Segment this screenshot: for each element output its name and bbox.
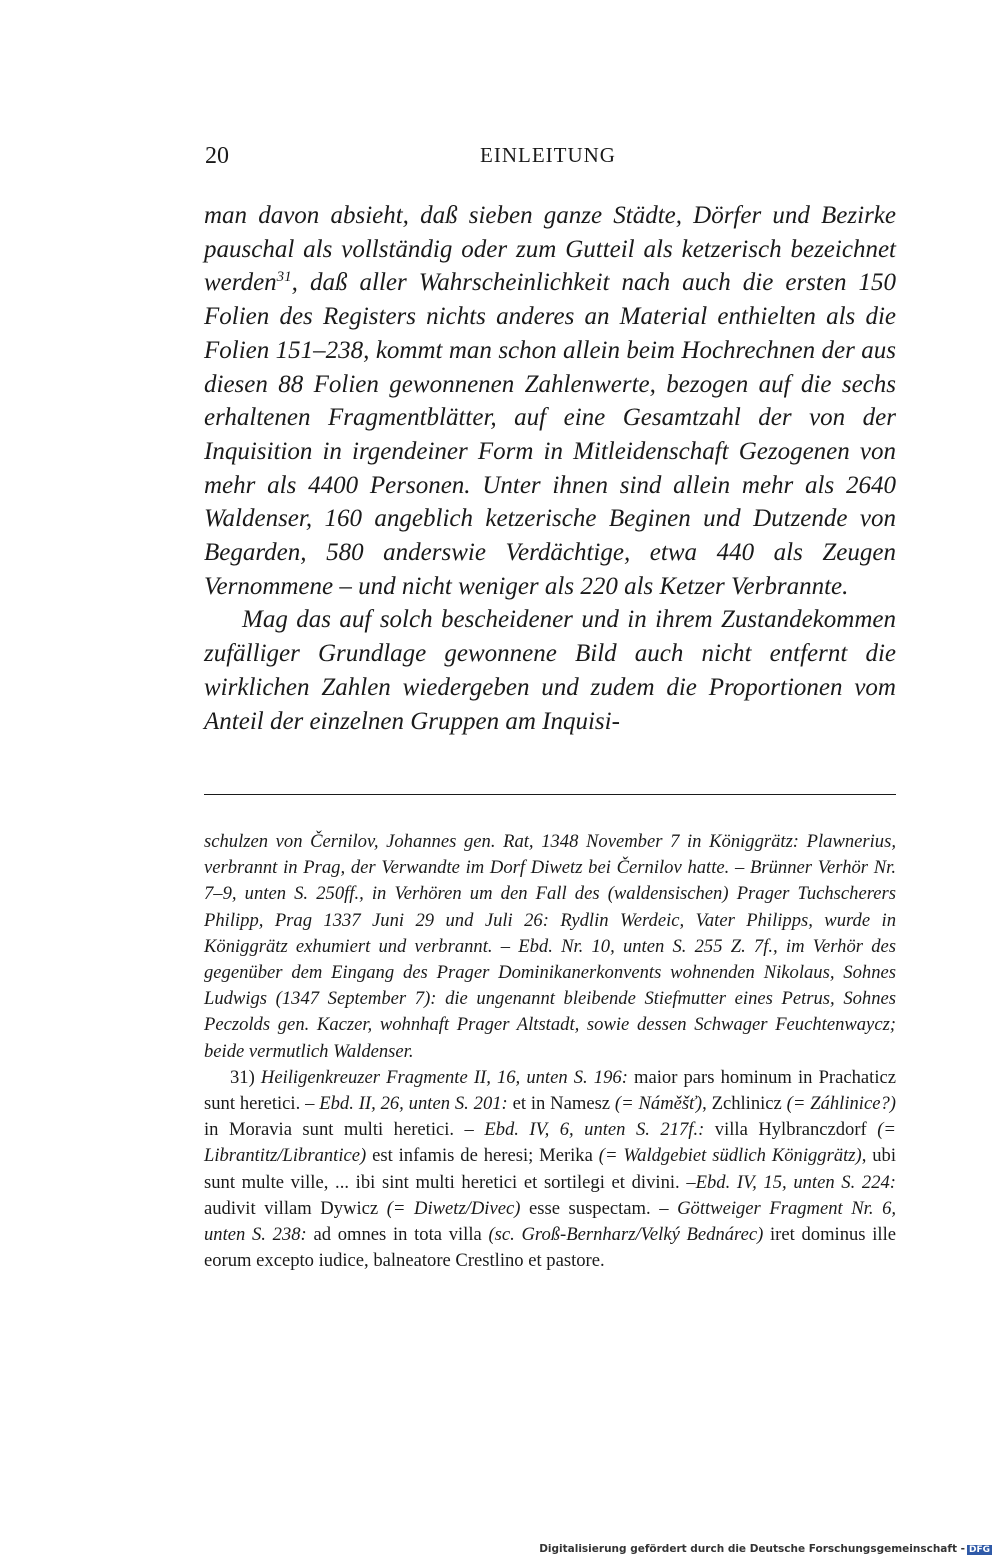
footnote-31-segment: est infamis de heresi; Merika bbox=[366, 1145, 599, 1167]
footnote-31-segment: maior pars hominum in Prachaticz sunt heretici. – bbox=[204, 1066, 897, 1115]
dfg-credit-text: Digitalisierung gefördert durch die Deutsche Forschungsgemeinschaft - bbox=[539, 1543, 965, 1555]
paragraph-1-part-b: , daß aller Wahrscheinlichkeit nach auch die ersten 150 Folien des Registers nichts anderes an Material enthielten als die Folien 151–238, kommt man schon allein beim Hochrechnen der aus diesen 88 Folien gewonnenen Zahlenwerte, bezogen auf die sechs erhaltenen Fragmentblätter, auf eine Gesamtzahl der von der Inquisition in irgendeiner Form in Mitleidenschaft Gezogenen von mehr als 4400 Personen. Unter ihnen sind allein mehr als 2640 Waldenser, 160 angeblich ketzerische Beginen und Dutzende von Begarden, 580 anderswie Verdächtige, etwa 440 als Zeugen Vernommene – und nicht weniger als 220 als Ketzer Verbrannte. bbox=[204, 269, 896, 600]
footnote-31-segment: Heiligenkreuzer Fragmente II, 16, unten S. 196: bbox=[260, 1066, 628, 1088]
footnote-31-segment: (sc. Groß-Bernharz/Velký Bednárec) bbox=[488, 1224, 764, 1246]
footnote-31-segment: (= Náměšť) bbox=[614, 1093, 703, 1115]
footnote-31-segment: villa Hylbranczdorf bbox=[704, 1119, 878, 1141]
dfg-logo: DFG bbox=[968, 1545, 990, 1555]
paragraph-1-part-a: man davon absieht, daß sieben ganze Städte, Dörfer und Bezirke pauschal als vollständig oder zum Gutteil als ketzerisch bezeichnet werden bbox=[204, 202, 896, 297]
footnote-rule bbox=[204, 794, 896, 795]
footnote-31-segment: (= Waldgebiet südlich Königgrätz) bbox=[598, 1145, 862, 1167]
running-head: EINLEITUNG bbox=[480, 143, 616, 167]
footnote-31-segment: audivit villam Dywicz bbox=[204, 1197, 387, 1219]
footnote-31-segment: Ebd. II, 26, unten S. 201: bbox=[319, 1093, 508, 1115]
footnote-31-segment: in Moravia sunt multi heretici. – bbox=[204, 1119, 485, 1141]
footnote-31-segment: Ebd. IV, 15, unten S. 224: bbox=[695, 1171, 896, 1193]
footnote-31-segment: (= Diwetz/Divec) bbox=[386, 1197, 521, 1219]
footnote-31-segment: Göttweiger Fragment Nr. 6, unten S. 238: bbox=[204, 1197, 897, 1246]
footnote-31-segment: (= Librantitz/Librantice) bbox=[204, 1119, 896, 1167]
main-text bbox=[204, 199, 896, 738]
footnote-31-segment: , ubi sunt multe ville, ... ibi sint multi heretici et sortilegi et divini. – bbox=[204, 1145, 897, 1193]
footnote-31 bbox=[204, 1065, 896, 1275]
footnote-ref-31[interactable]: 31 bbox=[276, 269, 292, 286]
footnote-31-segment: 31) bbox=[230, 1066, 261, 1088]
footnotes bbox=[204, 829, 896, 1274]
dfg-credit bbox=[539, 1543, 992, 1555]
paragraph-2: Mag das auf solch bescheidener und in ihrem Zustandekommen zufälliger Grundlage gewonnene Bild auch nicht entfernt die wirklichen Zahlen wiedergeben und zudem die Proportionen vom Anteil der einzelnen Gruppen am Inquisi- bbox=[204, 606, 896, 735]
footnote-31-segment: iret dominus ille eorum excepto iudice, balneatore Crestlino et pastore. bbox=[204, 1224, 896, 1272]
footnote-31-segment: , Zchlinicz bbox=[702, 1093, 787, 1115]
footnote-31-segment: (= Záhlinice?) bbox=[786, 1093, 896, 1115]
footnote-31-segment: Ebd. IV, 6, unten S. 217f.: bbox=[484, 1119, 705, 1141]
footnote-continuation: schulzen von Černilov, Johannes gen. Rat, 1348 November 7 in Königgrätz: Plawnerius, verbrannt in Prag, der Verwandte im Dorf Diwetz bei Černilov hatte. – Brünner Verhör Nr. 7–9, unten S. 250ff., in Verhören um den Fall des (waldensischen) Prager Tuchscherers Philipp, Prag 1337 Juni 29 und Juli 26: Rydlin Werdeic, Vater Philipps, wurde in Königgrätz exhumiert und verbrannt. – Ebd. Nr. 10, unten S. 255 Z. 7f., im Verhör des gegenüber dem Eingang des Prager Dominikanerkonvents wohnenden Nikolaus, Sohnes Ludwigs (1347 September 7): die ungenannt bleibende Stiefmutter eines Petrus, Sohnes Peczolds gen. Kaczer, wohnhaft Prager Altstadt, sowie dessen Schwager Feuchtenwaycz; beide vermutlich Waldenser. bbox=[204, 831, 896, 1062]
footnote-31-segment: esse suspectam. – bbox=[520, 1197, 678, 1219]
paragraph-1 bbox=[204, 199, 896, 603]
footnote-31-segment: ad omnes in tota villa bbox=[306, 1224, 489, 1246]
page-number: 20 bbox=[205, 143, 229, 169]
footnote-31-segment: et in Namesz bbox=[507, 1093, 615, 1115]
